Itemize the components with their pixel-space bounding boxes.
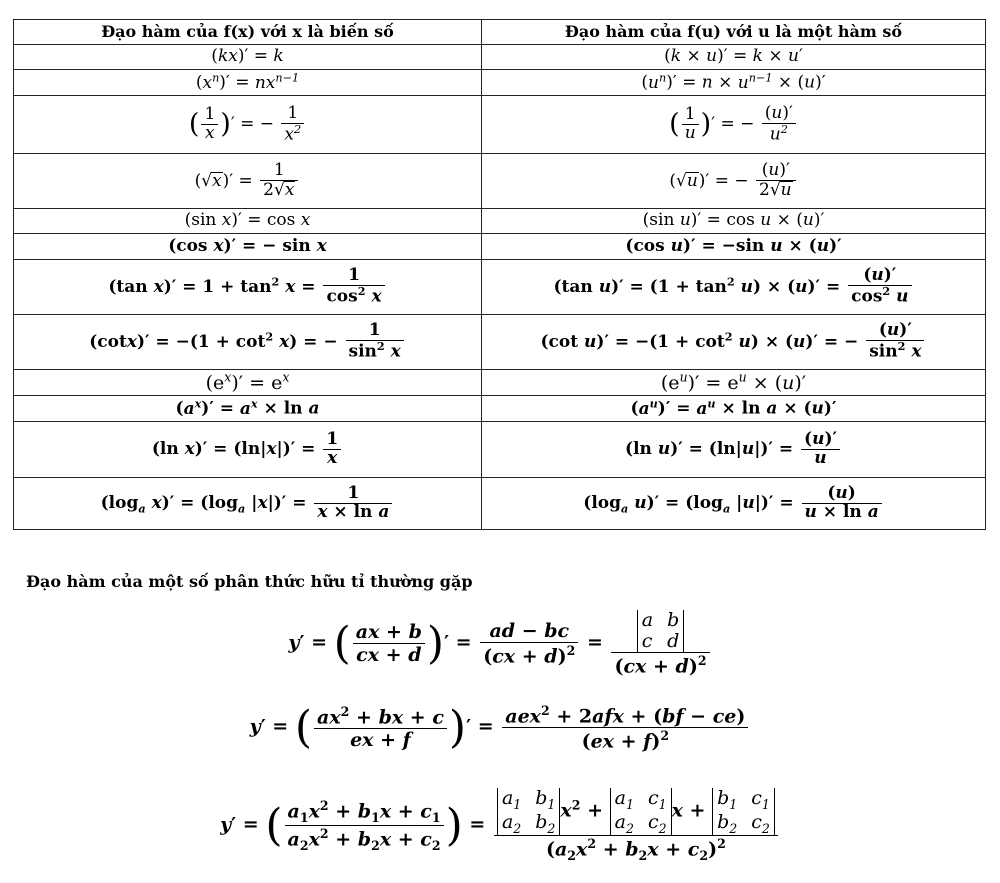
formula-quadratic-over-linear: y′ = ( $\frac{ax^2 + bx + c}{ex + f}$ )′ = aex$^2$ + 2afx + (bf − ce) (ex + f)$^2$ — [0, 702, 1000, 753]
formula-ln-u: (ln u)′ = (ln|u|)′ = $\frac{(u)'}{u}$ — [482, 422, 986, 478]
formula-cot-u: (cot $u)' = -(1 + \cot^2 u) \times (u)'$ = − $\frac{(u)'}{\sin^2 x}$ — [482, 315, 986, 370]
formula-exp-x: $(e^x)' = e^x$ — [14, 370, 482, 396]
formula-sqrt-x: (√x)′ = $\frac{1}{2√x}$ — [14, 154, 482, 209]
table-row — [14, 478, 986, 530]
table-row — [14, 315, 986, 370]
formula-tan-x: (tan $x)' = 1 + \tan^2 x$ = $\frac{1}{\cos^2 x}$ — [14, 260, 482, 315]
formula-1-over-x: ( $\frac{1}{x}$ )′ = − $\frac{1}{x^2}$ — [14, 96, 482, 154]
formula-cos-x: (cos x)′ = − sin x — [14, 234, 482, 260]
formula-log-u: ($\log_a$ $u)' = (\log_a$ |u|)′ = $\frac{(u)}{\text{u × ln a}}$ — [482, 478, 986, 530]
formula-ln-x: (ln x)′ = (ln|x|)′ = $\frac{1}{x}$ — [14, 422, 482, 478]
formula-linear-fraction: y′ = ( $\frac{ax + b}{cx + d}$ )′ = $\frac{ad - bc}{(cx + d)^2}$ = a b c d (cx + d)$^2$ — [0, 610, 1000, 677]
table-row — [14, 45, 986, 70]
table-row — [14, 370, 986, 396]
formula-exp-u: $(e^u)' = e^u \times (u)'$ — [482, 370, 986, 396]
formula-sqrt-u: (√u)′ = − $\frac{(u)'}{2√u}$ — [482, 154, 986, 209]
formula-ku: (k × u)′ = k × u′ — [482, 45, 986, 70]
formula-quadratic-over-quadratic: y′ = ( $\frac{a_1x^2 + b_1x + c_1}{a_2x^2 + b_2x + c_2}$ ) = $a_1$ $b_1$ $a_2$ $b_2$ $x^2$ + $a_1$ $c_1$ $a_2$ $c_2$ x + $b_1$ $c_1$ $b_2$ $c_2$ $(a_2x^2 + b_2x + c_2)^2$ — [0, 788, 1000, 863]
table-row — [14, 396, 986, 422]
formula-cos-u: (cos u)′ = −sin u × (u)′ — [482, 234, 986, 260]
table-row — [14, 154, 986, 209]
formula-xn: $(x^n)' = nx^{n-1}$ — [14, 70, 482, 96]
formula-un: $(u^n)' = n \times u^{n-1} \times (u)'$ — [482, 70, 986, 96]
formula-sin-x: (sin x)′ = cos x — [14, 209, 482, 234]
table-row — [14, 96, 986, 154]
formula-ax: $(a^x)' = a^x \times \ln a$ — [14, 396, 482, 422]
table-row — [14, 234, 986, 260]
formula-sin-u: (sin u)′ = cos u × (u)′ — [482, 209, 986, 234]
formula-cot-x: $(\cot x)' = -(1 + \cot^2 x)$ = − $\frac{1}{\sin^2 x}$ — [14, 315, 482, 370]
table-row — [14, 422, 986, 478]
formula-1-over-u: ( $\frac{1}{u}$ )′ = − $\frac{(u)'}{u^2}$ — [482, 96, 986, 154]
formula-tan-u: (tan $u)' = (1 + \tan^2 u) \times (u)'$ = $\frac{(u)'}{\cos^2 u}$ — [482, 260, 986, 315]
formula-kx: (kx)′ = k — [14, 45, 482, 70]
header-x-variable: Đạo hàm của f(x) với x là biến số — [14, 20, 482, 45]
formula-log-x: ($\log_a$ $x)' = (\log_a$ |x|)′ = $\frac{1}{\text{x × ln a}}$ — [14, 478, 482, 530]
formula-au: $(a^u)' = a^u \times \ln a \times (u)'$ — [482, 396, 986, 422]
table-row — [14, 70, 986, 96]
header-u-function: Đạo hàm của f(u) với u là một hàm số — [482, 20, 986, 45]
table-row — [14, 260, 986, 315]
derivative-table — [13, 19, 986, 530]
table-row — [14, 209, 986, 234]
section-heading: Đạo hàm của một số phân thức hữu tỉ thường gặp — [26, 572, 473, 591]
